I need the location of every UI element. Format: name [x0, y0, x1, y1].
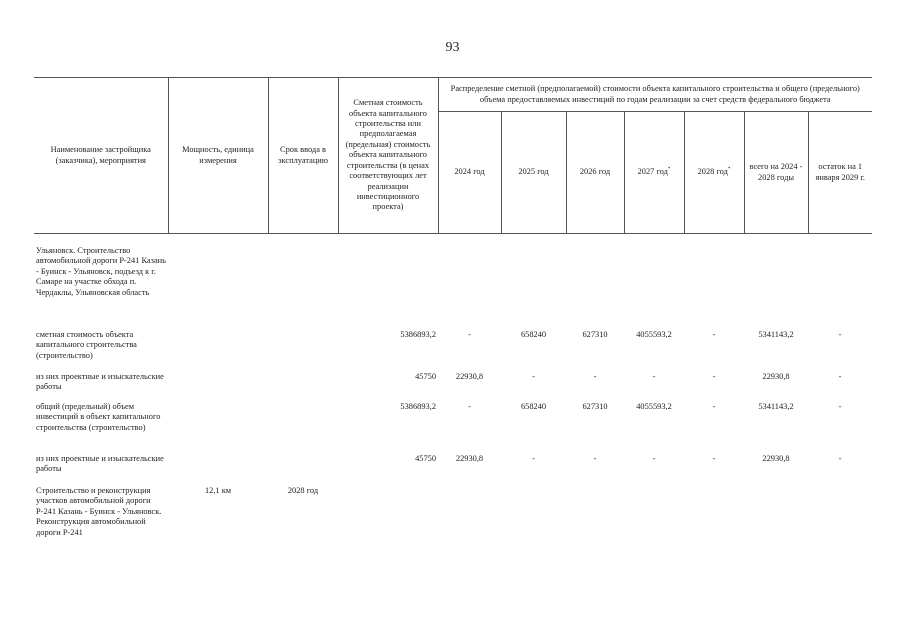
page-number: 93 — [445, 40, 460, 55]
cell-2028: - — [712, 454, 716, 463]
cell-term — [268, 234, 338, 331]
cell-capacity — [168, 372, 268, 402]
cell-2028 — [684, 486, 744, 556]
table-row — [34, 372, 872, 402]
cell-2025: - — [532, 454, 535, 463]
cell-term — [268, 454, 338, 486]
cell-2027: - — [652, 372, 656, 381]
cell-term — [268, 402, 338, 454]
cell-2026 — [566, 234, 624, 331]
cell-cost: 5386893,2 — [400, 402, 436, 411]
cell-2024: 22930,8 — [455, 454, 484, 463]
cell-2027 — [624, 234, 684, 331]
cell-2024: - — [468, 402, 471, 411]
cell-total — [744, 234, 808, 331]
row-name: сметная стоимость объекта капитального строительства (строительство) — [36, 330, 137, 360]
cell-2027: - — [652, 454, 656, 463]
row-name: Строительство и реконструкция участков автомобильной дороги Р-241 Казань - Буинск - Ульяновск. Реконструкция автомобильной дороги Р-241 — [36, 486, 162, 537]
investment-table — [34, 77, 872, 556]
cell-capacity — [168, 330, 268, 372]
header-2025: 2025 год — [501, 112, 566, 234]
cell-remainder: - — [838, 402, 842, 411]
header-name: Наименование застройщика (заказчика), мероприятия — [34, 78, 168, 234]
table-row — [34, 486, 872, 556]
cell-2024 — [438, 486, 501, 556]
table-row — [34, 454, 872, 486]
row-name: общий (предельный) объем инвестиций в объект капитального строительства (строительство) — [36, 402, 161, 432]
cell-2024 — [438, 234, 501, 331]
cell-2024: 22930,8 — [455, 372, 484, 381]
cell-term: 2028 год — [287, 486, 319, 495]
cell-2028: - — [712, 402, 716, 411]
cell-2024: - — [468, 330, 471, 339]
cell-2028 — [684, 234, 744, 331]
cell-2026: - — [593, 372, 597, 381]
cell-2025: - — [532, 372, 535, 381]
cell-2025: 658240 — [520, 402, 547, 411]
cell-2025: 658240 — [520, 330, 547, 339]
cell-2026: 627310 — [582, 330, 608, 339]
cell-2028: - — [712, 372, 716, 381]
cell-capacity: 12,1 км — [204, 486, 232, 495]
cell-2025 — [501, 486, 566, 556]
row-name: из них проектные и изыскательские работы — [36, 454, 164, 474]
cell-remainder — [808, 486, 872, 556]
header-2026: 2026 год — [566, 112, 624, 234]
cell-total — [744, 486, 808, 556]
cell-remainder — [808, 234, 872, 331]
table-row — [34, 402, 872, 454]
footnote-mark: * — [727, 167, 731, 173]
cell-total: 22930,8 — [762, 372, 790, 381]
header-total: всего на 2024 - 2028 годы — [744, 112, 808, 234]
header-2027 — [624, 112, 684, 234]
cell-term — [268, 330, 338, 372]
cell-total: 5341143,2 — [758, 402, 794, 411]
cell-2027: 4055593,2 — [636, 402, 672, 411]
cell-cost: 45750 — [415, 372, 436, 381]
header-remainder: остаток на 1 января 2029 г. — [808, 112, 872, 234]
cell-capacity — [168, 402, 268, 454]
cell-2026: 627310 — [582, 402, 608, 411]
row-name: Ульяновск. Строительство автомобильной дороги Р-241 Казань - Буинск - Ульяновск, подъезд к г. Самаре на участке обхода п. Чердаклы, Ульяновская область — [36, 246, 166, 297]
header-2027-label: 2027 год — [637, 167, 668, 177]
cell-total: 5341143,2 — [758, 330, 794, 339]
cell-2027 — [624, 486, 684, 556]
header-capacity: Мощность, единица измерения — [168, 78, 268, 234]
cell-2025 — [501, 234, 566, 331]
header-estimated-cost: Сметная стоимость объекта капитального строительства или предполагаемая (предельная) стоимость объекта капитального строительства (в ценах соответствующих лет реализации инвестиционного проекта) — [338, 78, 438, 234]
cell-cost: 5386893,2 — [400, 330, 436, 339]
cell-cost: 45750 — [415, 454, 436, 463]
cell-2027: 4055593,2 — [636, 330, 672, 339]
cell-capacity — [168, 234, 268, 331]
header-2028-label: 2028 год — [697, 167, 728, 177]
cell-capacity — [168, 454, 268, 486]
cell-2026: - — [593, 454, 597, 463]
cell-term — [268, 372, 338, 402]
cell-2028: - — [712, 330, 716, 339]
header-distribution: Распределение сметной (предполагаемой) стоимости объекта капитального строительства и общего (предельного) объема предоставляемых инвестиций по годам реализации за счет средств федерального бюджета — [438, 78, 872, 112]
header-2028 — [684, 112, 744, 234]
footnote-mark: * — [667, 167, 671, 173]
cell-cost — [338, 234, 438, 331]
cell-remainder: - — [838, 330, 842, 339]
table-row — [34, 330, 872, 372]
cell-total: 22930,8 — [762, 454, 790, 463]
header-commissioning: Срок ввода в эксплуатацию — [268, 78, 338, 234]
row-name: из них проектные и изыскательские работы — [36, 372, 164, 392]
cell-cost — [338, 486, 438, 556]
table-row — [34, 234, 872, 331]
cell-remainder: - — [838, 454, 842, 463]
cell-2026 — [566, 486, 624, 556]
cell-remainder: - — [838, 372, 842, 381]
header-2024: 2024 год — [438, 112, 501, 234]
